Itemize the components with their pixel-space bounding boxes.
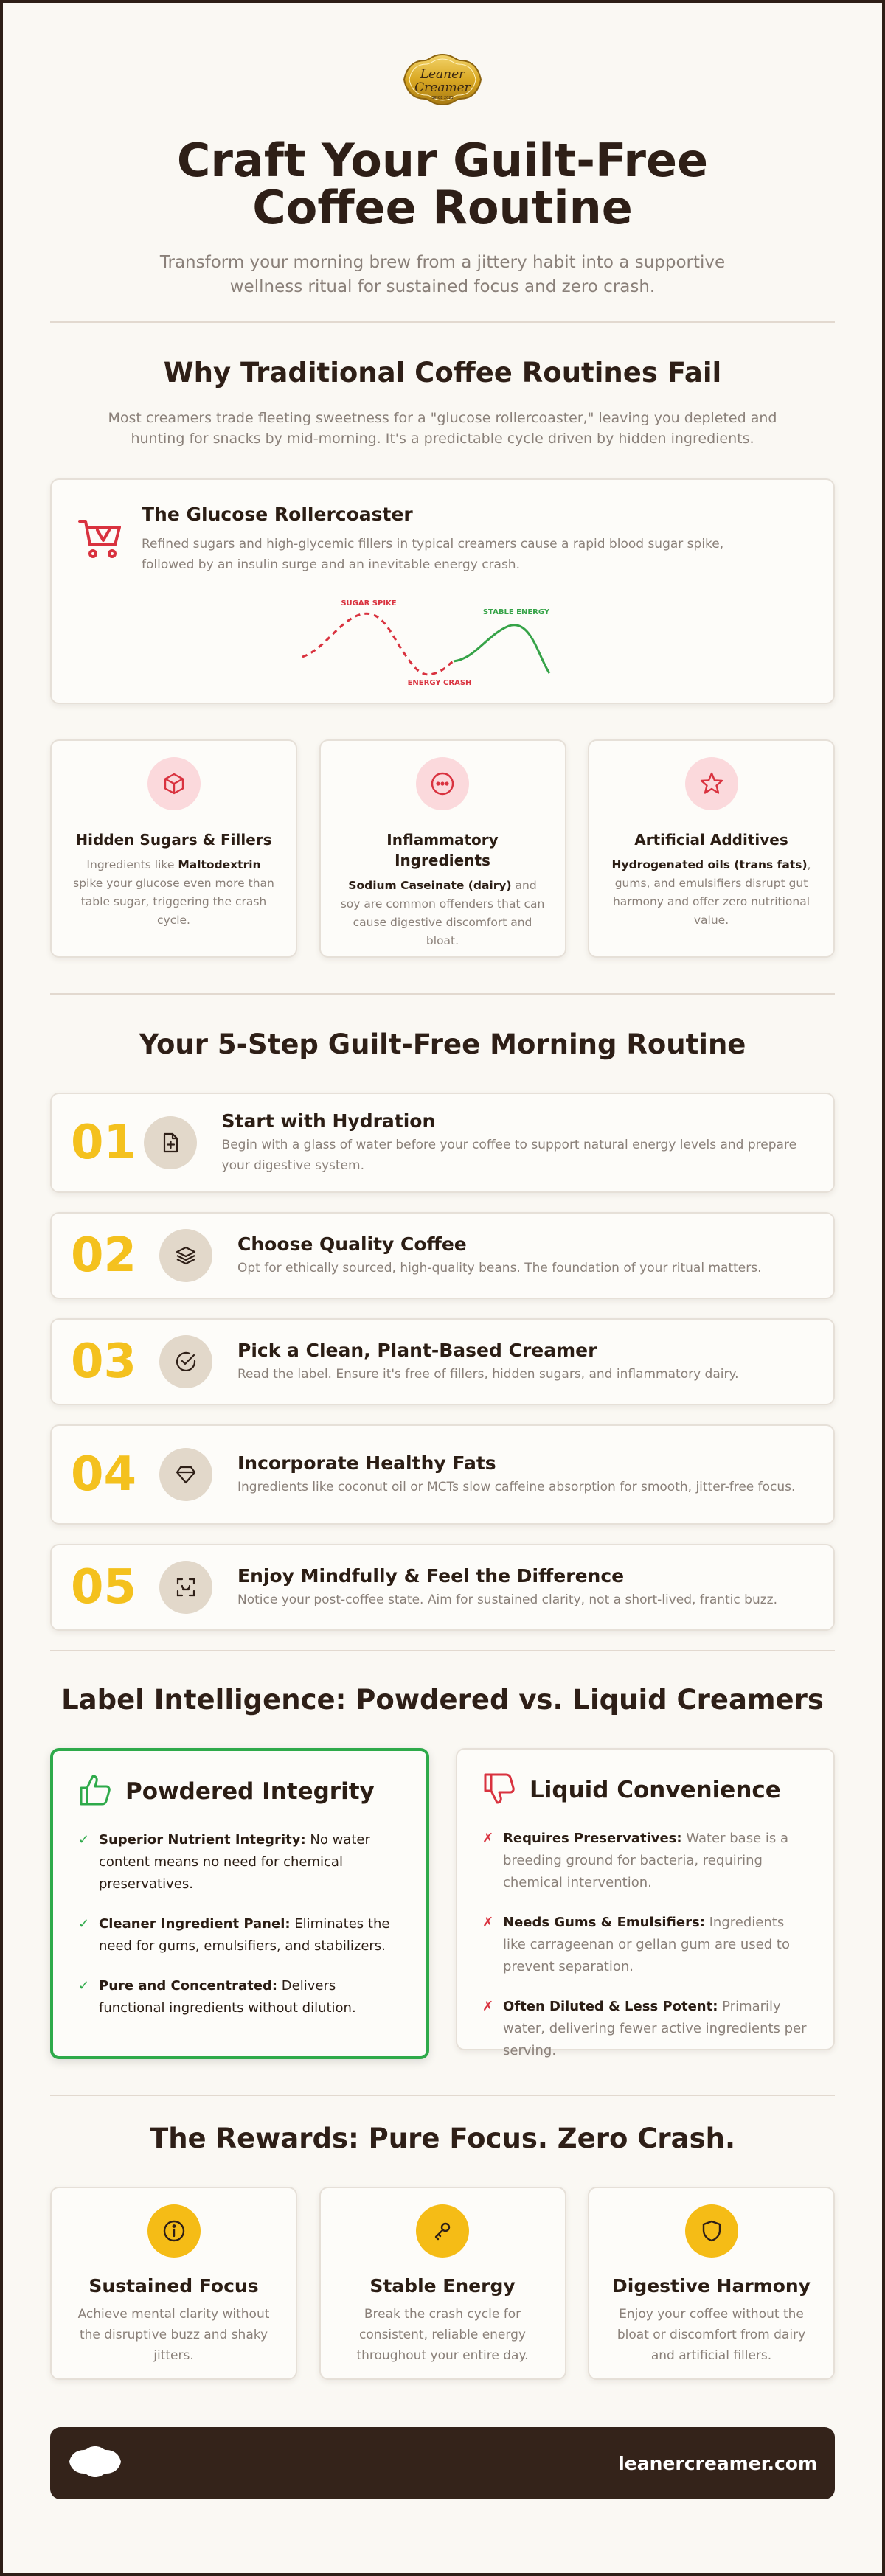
step-text: Notice your post-coffee state. Aim for sustained clarity, not a short-lived, frantic buzz. xyxy=(237,1592,777,1607)
step-text: Opt for ethically sourced, high-quality beans. The foundation of your ritual matters. xyxy=(237,1260,762,1275)
problem-card-hidden-sugars xyxy=(50,739,297,958)
logo-tag: SINCE 2021 xyxy=(431,96,454,100)
problem-card-artificial xyxy=(588,739,835,958)
logo-line1: Leaner xyxy=(420,67,465,82)
thumbs-down-icon xyxy=(482,1772,516,1809)
glucose-card-text: Refined sugars and high-glycemic fillers in typical creamers cause a rapid blood sugar spike, followed by an insulin surge and an inevitable energy crash. xyxy=(142,537,724,572)
powdered-card xyxy=(50,1748,429,2059)
routine-step xyxy=(50,1318,835,1405)
problem-card-text: Hydrogenated oils (trans fats), gums, and emulsifiers disrupt gut harmony and offer zero nutritional value. xyxy=(611,858,811,927)
reward-title: Sustained Focus xyxy=(88,2275,259,2297)
brand-logo xyxy=(401,52,484,108)
routine-step xyxy=(50,1093,835,1193)
problem-card-title: Inflammatory Ingredients xyxy=(386,831,499,869)
problem-card-title: Artificial Additives xyxy=(634,831,788,849)
stable-energy-label: STABLE ENERGY xyxy=(482,608,550,616)
reward-title: Digestive Harmony xyxy=(612,2275,811,2297)
powdered-title: Powdered Integrity xyxy=(125,1778,375,1805)
list-item: ✓ Pure and Concentrated: Delivers functional ingredients without dilution. xyxy=(78,1975,401,2019)
cross-icon: ✗ xyxy=(482,1831,494,1846)
list-item: ✓ Cleaner Ingredient Panel: Eliminates the need for gums, emulsifiers, and stabilizers. xyxy=(78,1913,401,1957)
list-item: ✗ Needs Gums & Emulsifiers: Ingredients like carrageenan or gellan gum are used to prevent separation. xyxy=(482,1912,808,1978)
cross-icon: ✗ xyxy=(482,1999,494,2014)
focus-icon xyxy=(159,1561,212,1614)
thumbs-up-icon xyxy=(78,1773,112,1810)
gem-icon xyxy=(159,1448,212,1501)
reward-text: Break the crash cycle for consistent, reliable energy throughout your entire day. xyxy=(356,2307,529,2363)
cross-icon: ✗ xyxy=(482,1915,494,1930)
check-icon: ✓ xyxy=(78,1916,90,1932)
glucose-card-title: The Glucose Rollercoaster xyxy=(142,504,413,525)
section-divider xyxy=(50,2095,835,2096)
reward-text: Achieve mental clarity without the disruptive buzz and shaky jitters. xyxy=(77,2307,270,2363)
check-circle-icon xyxy=(159,1335,212,1388)
step-text: Ingredients like coconut oil or MCTs slow caffeine absorption for smooth, jitter-free focus. xyxy=(237,1479,796,1494)
file-plus-icon xyxy=(144,1116,197,1169)
problem-card-inflammatory xyxy=(319,739,566,958)
creamer-comparison xyxy=(50,1748,835,2059)
step-title: Enjoy Mindfully & Feel the Difference xyxy=(237,1564,625,1587)
logo-line2: Creamer xyxy=(414,80,471,95)
list-item: ✗ Requires Preservatives: Water base is a breeding ground for bacteria, requiring chemical intervention. xyxy=(482,1828,808,1894)
step-number: 03 xyxy=(71,1334,137,1389)
reward-card-digestive xyxy=(588,2187,835,2380)
routine-step xyxy=(50,1544,835,1631)
step-title: Incorporate Healthy Fats xyxy=(237,1452,496,1474)
routine-section-title: Your 5-Step Guilt-Free Morning Routine xyxy=(139,1028,746,1060)
glucose-rollercoaster-card xyxy=(50,478,835,704)
cube-icon xyxy=(148,757,201,810)
reward-card-energy xyxy=(319,2187,566,2380)
liquid-card xyxy=(456,1748,835,2058)
routine-step xyxy=(50,1212,835,1299)
routine-steps-list xyxy=(50,1093,835,1631)
labels-section-title: Label Intelligence: Powdered vs. Liquid Creamers xyxy=(61,1684,824,1716)
sugar-spike-label: SUGAR SPIKE xyxy=(341,599,397,608)
rewards-section-title: The Rewards: Pure Focus. Zero Crash. xyxy=(149,2123,736,2154)
why-section-title: Why Traditional Coffee Routines Fail xyxy=(163,357,722,389)
problem-card-text: Sodium Caseinate (dairy) and soy are common offenders that can cause digestive discomfort and bloat. xyxy=(340,879,545,947)
website-link[interactable]: leanercreamer.com xyxy=(618,2452,817,2474)
section-divider xyxy=(50,321,835,323)
key-icon xyxy=(416,2204,469,2258)
info-icon xyxy=(148,2204,201,2258)
reward-text: Enjoy your coffee without the bloat or discomfort from dairy and artificial fillers. xyxy=(617,2307,806,2363)
footer-logo xyxy=(68,2444,122,2482)
step-title: Pick a Clean, Plant-Based Creamer xyxy=(237,1339,597,1361)
brand-logo-area xyxy=(50,3,835,111)
reward-card-focus xyxy=(50,2187,297,2380)
routine-step xyxy=(50,1424,835,1525)
problem-card-text: Ingredients like Maltodextrin spike your glucose even more than table sugar, triggering the crash cycle. xyxy=(73,858,274,927)
step-number: 01 xyxy=(71,1115,137,1170)
dots-icon xyxy=(416,757,469,810)
why-section-subtitle: Most creamers trade fleeting sweetness for a "glucose rollercoaster," leaving you depleted and hunting for snacks by mid-morning. It's a predictable cycle driven by hidden ingredients. xyxy=(108,410,777,447)
star-icon xyxy=(685,757,738,810)
step-title: Choose Quality Coffee xyxy=(237,1233,467,1255)
check-icon: ✓ xyxy=(78,1978,90,1994)
step-number: 05 xyxy=(71,1560,137,1615)
step-number: 02 xyxy=(71,1228,137,1283)
page-title: Craft Your Guilt-Free Coffee Routine xyxy=(176,133,709,234)
page-subtitle: Transform your morning brew from a jittery habit into a supportive wellness ritual for sustained focus and zero crash. xyxy=(159,253,726,296)
step-text: Read the label. Ensure it's free of fillers, hidden sugars, and inflammatory dairy. xyxy=(237,1366,739,1382)
list-item: ✓ Superior Nutrient Integrity: No water content means no need for chemical preservatives. xyxy=(78,1829,401,1896)
step-title: Start with Hydration xyxy=(221,1110,436,1132)
section-divider xyxy=(50,993,835,995)
glucose-curve-illustration xyxy=(295,591,605,686)
shield-icon xyxy=(685,2204,738,2258)
reward-title: Stable Energy xyxy=(369,2275,516,2297)
cart-icon xyxy=(77,515,122,561)
rewards-cards xyxy=(50,2187,835,2380)
liquid-title: Liquid Convenience xyxy=(530,1777,781,1803)
energy-crash-label: ENERGY CRASH xyxy=(407,679,472,686)
step-text: Begin with a glass of water before your coffee to support natural energy levels and prepare your digestive system. xyxy=(221,1137,797,1173)
ingredient-problem-cards xyxy=(50,739,835,958)
footer-bar xyxy=(50,2427,835,2499)
problem-card-title: Hidden Sugars & Fillers xyxy=(75,831,272,849)
section-divider xyxy=(50,1650,835,1651)
step-number: 04 xyxy=(71,1447,137,1502)
layers-icon xyxy=(159,1229,212,1282)
check-icon: ✓ xyxy=(78,1832,90,1848)
list-item: ✗ Often Diluted & Less Potent: Primarily water, delivering fewer active ingredients per serving. xyxy=(482,1996,808,2062)
